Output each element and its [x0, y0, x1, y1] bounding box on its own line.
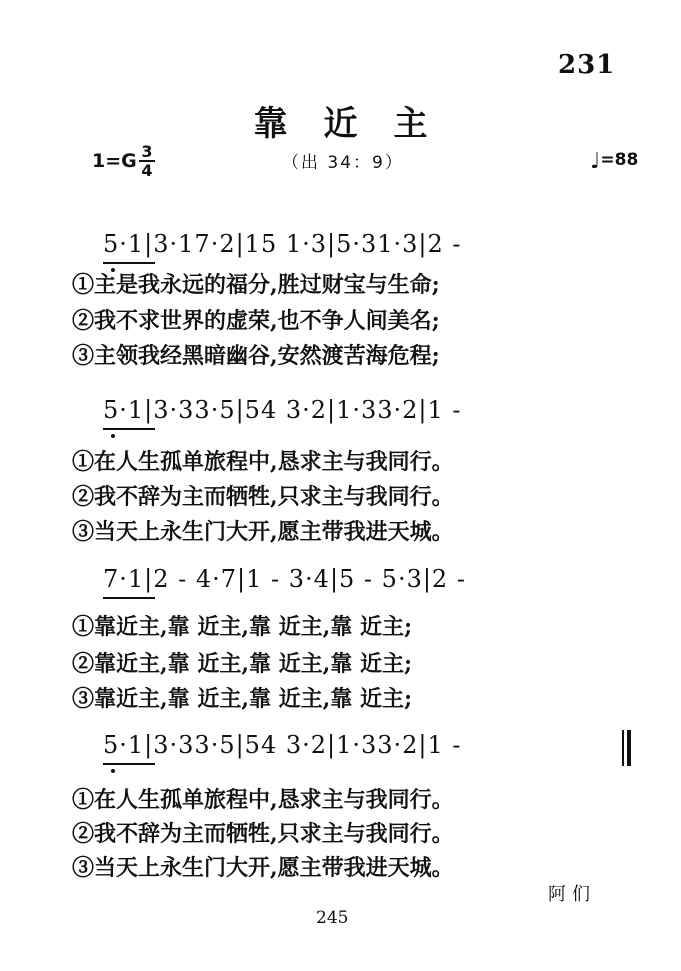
low-octave-dot — [111, 769, 115, 773]
quarter-note-icon: ♩ — [590, 149, 601, 174]
lyric-s4-v2: ②我不辞为主而牺牲,只求主与我同行。 — [72, 821, 454, 847]
lyric-s3-v1: ①靠近主,靠 近主,靠 近主,靠 近主; — [72, 614, 413, 640]
lyric-s4-v3: ③当天上永生门大开,愿主带我进天城。 — [72, 855, 454, 881]
lyric-s4-v1: ①在人生孤单旅程中,恳求主与我同行。 — [72, 787, 454, 813]
amen-text: 阿们 — [548, 884, 596, 905]
lyric-s3-v2: ②靠近主,靠 近主,靠 近主,靠 近主; — [72, 651, 413, 677]
lyric-s1-v1: ①主是我永远的福分,胜过财宝与生命; — [72, 272, 440, 298]
key-signature: 1=G — [92, 150, 137, 172]
beam — [103, 262, 155, 264]
scripture-reference: （出 34：9） — [282, 153, 404, 173]
final-barline-thin — [622, 730, 624, 766]
hymn-title: 靠近主 — [253, 104, 464, 144]
low-octave-dot — [111, 434, 115, 438]
time-bottom: 4 — [141, 161, 153, 180]
beam — [103, 763, 155, 765]
page-number: 245 — [316, 908, 349, 928]
lyric-s3-v3: ③靠近主,靠 近主,靠 近主,靠 近主; — [72, 686, 413, 712]
time-signature — [139, 144, 155, 178]
lyric-s2-v2: ②我不辞为主而牺牲,只求主与我同行。 — [72, 484, 454, 510]
hymn-number: 231 — [558, 50, 616, 80]
final-barline-thick — [627, 730, 631, 766]
tempo-marking — [590, 146, 639, 174]
lyric-s1-v2: ②我不求世界的虚荣,也不争人间美名; — [72, 308, 440, 334]
notes-system-3: 7·1|2 - 4·7|1 - 3·4|5 - 5·3|2 - — [103, 565, 466, 593]
low-octave-dot — [111, 268, 115, 272]
time-top: 3 — [141, 142, 153, 161]
tempo-value: =88 — [600, 150, 639, 170]
lyric-s2-v3: ③当天上永生门大开,愿主带我进天城。 — [72, 519, 454, 545]
notes-system-4: 5·1|3·33·5|54 3·2|1·33·2|1 - — [103, 731, 462, 759]
lyric-s2-v1: ①在人生孤单旅程中,恳求主与我同行。 — [72, 449, 454, 475]
notes-system-2: 5·1|3·33·5|54 3·2|1·33·2|1 - — [103, 396, 462, 424]
lyric-s1-v3: ③主领我经黑暗幽谷,安然渡苦海危程; — [72, 343, 440, 369]
beam — [103, 597, 155, 599]
notes-system-1: 5·1|3·17·2|15 1·3|5·31·3|2 - — [103, 230, 462, 258]
beam — [103, 428, 155, 430]
